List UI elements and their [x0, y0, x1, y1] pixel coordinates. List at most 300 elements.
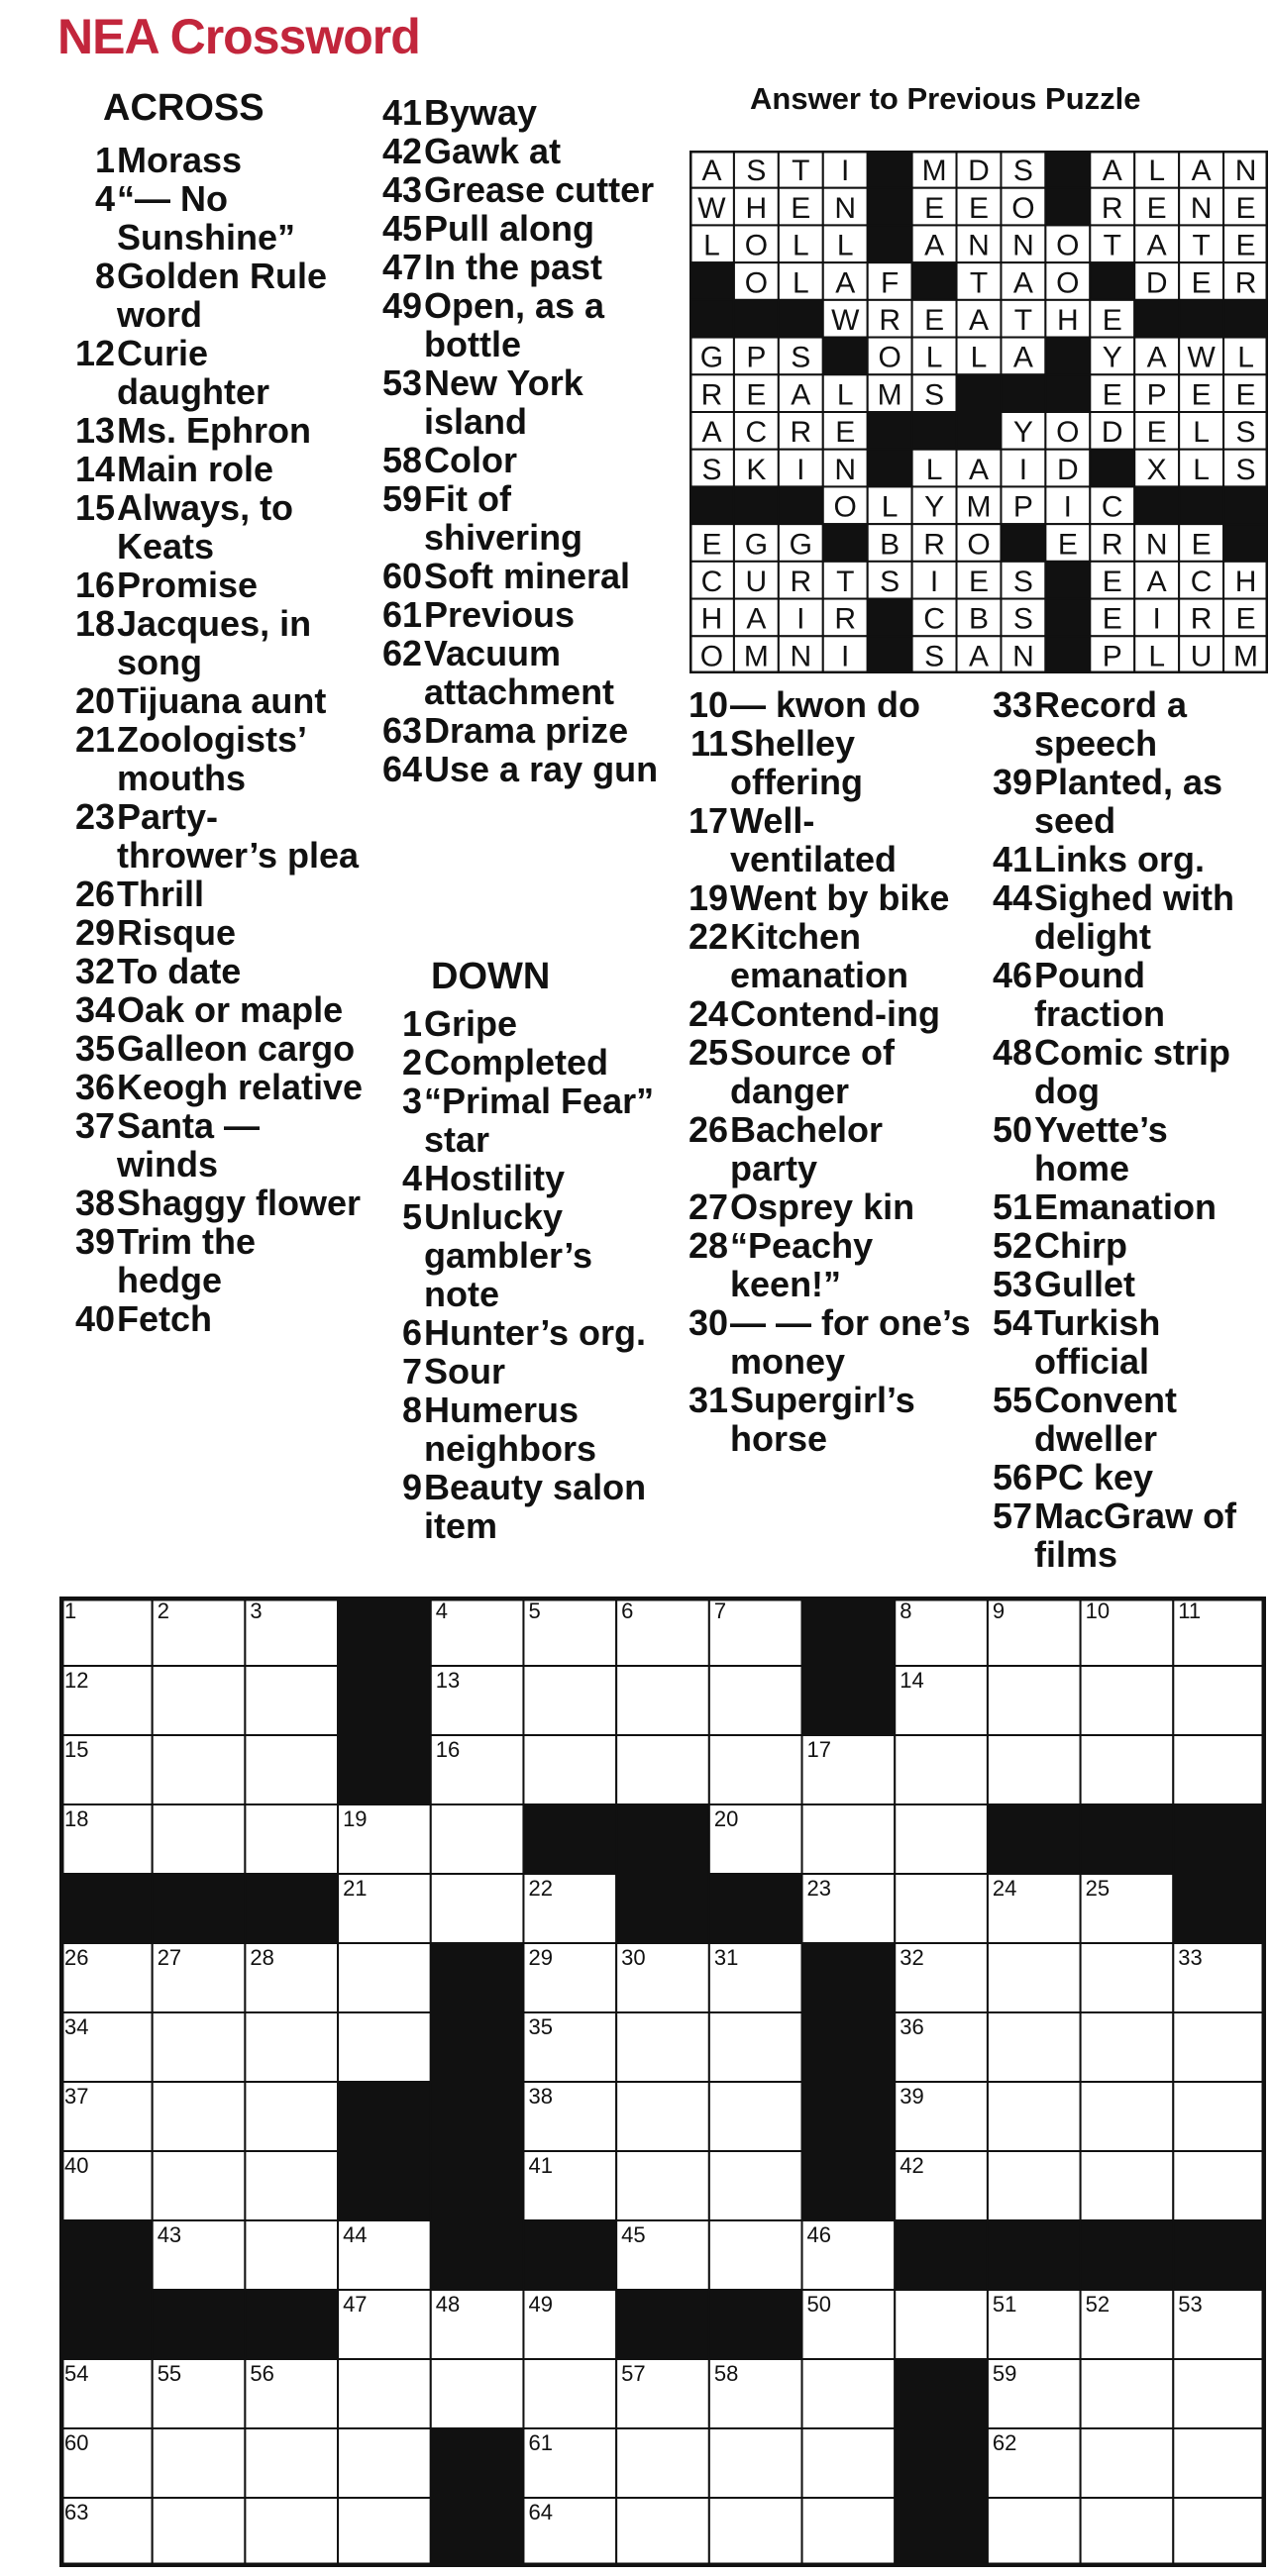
- cell-number: 28: [250, 1945, 274, 1970]
- grid-cell[interactable]: [988, 1735, 1081, 1804]
- answer-letter: B: [880, 528, 900, 562]
- grid-cell[interactable]: [338, 1943, 431, 2012]
- clue-number: 57: [992, 1495, 1032, 1536]
- clue-text: — kwon do: [730, 684, 920, 725]
- clue: [59, 797, 367, 875]
- black-square: [1001, 374, 1045, 412]
- clue-text: Gullet: [1034, 1264, 1136, 1304]
- answer-letter: S: [701, 453, 722, 486]
- grid-cell[interactable]: [616, 2428, 709, 2498]
- clue-text: PC key: [1034, 1457, 1154, 1497]
- cell-number: 46: [806, 2222, 832, 2247]
- clue-number: 21: [74, 719, 115, 760]
- answer-letter: E: [1102, 304, 1122, 338]
- grid-cell[interactable]: [245, 2428, 338, 2498]
- answer-letter: O: [1056, 416, 1080, 450]
- grid-cell[interactable]: [1173, 2012, 1266, 2082]
- clue-text: Thrill: [117, 874, 204, 914]
- black-square: [431, 2498, 524, 2567]
- grid-cell[interactable]: [245, 1666, 338, 1735]
- clue-text: Supergirl’s horse: [730, 1380, 915, 1459]
- clue: [371, 1004, 668, 1043]
- cell-number: 33: [1178, 1945, 1203, 1970]
- black-square: [1045, 599, 1090, 637]
- clue: [371, 1391, 668, 1468]
- answer-letter: E: [1235, 378, 1256, 412]
- answer-letter: E: [1102, 378, 1122, 412]
- clue-text: Vacuum attachment: [424, 633, 615, 712]
- answer-letter: U: [1190, 640, 1213, 673]
- answer-letter: W: [697, 191, 726, 225]
- answer-letter: Y: [1012, 416, 1033, 450]
- clue-number: 32: [74, 951, 115, 991]
- black-square: [616, 1874, 709, 1943]
- answer-letter: K: [746, 453, 767, 486]
- cell-number: 63: [64, 2500, 89, 2524]
- grid-cell[interactable]: [523, 1735, 616, 1804]
- clue-number: 14: [74, 449, 115, 489]
- grid-cell[interactable]: [153, 2498, 246, 2567]
- clue: [59, 179, 367, 257]
- clue-text: Use a ray gun: [424, 749, 659, 789]
- answer-letter: X: [1146, 453, 1167, 486]
- answer-letter: S: [880, 566, 900, 599]
- clue: [677, 724, 974, 801]
- answer-letter: N: [834, 453, 857, 486]
- answer-letter: L: [1148, 155, 1166, 188]
- cell-number: 14: [900, 1668, 924, 1693]
- crossword-grid: [59, 1597, 1266, 2567]
- grid-cell[interactable]: [709, 2151, 802, 2220]
- answer-letter: R: [1234, 266, 1257, 300]
- black-square: [802, 1597, 896, 1666]
- answer-letter: N: [1145, 528, 1168, 562]
- grid-cell[interactable]: [1081, 2428, 1174, 2498]
- cell-number: 21: [343, 1876, 368, 1901]
- answer-letter: S: [1012, 155, 1033, 188]
- answer-letter: M: [743, 640, 769, 673]
- puzzle-title: NEA Crossword: [57, 9, 420, 64]
- clue-number: 53: [992, 1264, 1032, 1304]
- cell-number: 26: [64, 1945, 89, 1970]
- grid-cell[interactable]: [709, 2012, 802, 2082]
- clue-text: Jacques, in song: [117, 603, 312, 682]
- answer-letter: L: [1148, 640, 1166, 673]
- answer-letter: T: [1103, 229, 1121, 262]
- clue-number: 6: [401, 1312, 422, 1353]
- grid-cell[interactable]: [153, 2012, 246, 2082]
- grid-cell[interactable]: [895, 1874, 988, 1943]
- black-square: [523, 1804, 616, 1874]
- grid-cell[interactable]: [1081, 2082, 1174, 2151]
- clue-number: 16: [74, 565, 115, 605]
- clue-number: 46: [992, 955, 1032, 995]
- answer-letter: E: [1191, 528, 1212, 562]
- answer-letter: E: [968, 566, 990, 599]
- cell-number: 19: [343, 1806, 368, 1831]
- clue-text: Open, as a bottle: [424, 285, 605, 364]
- grid-cell[interactable]: [245, 2220, 338, 2290]
- cell-number: 32: [900, 1945, 924, 1970]
- grid-cell[interactable]: [1173, 1666, 1266, 1735]
- grid-cell[interactable]: [802, 2498, 896, 2567]
- clue: [59, 913, 367, 952]
- black-square: [1081, 1804, 1174, 1874]
- clue: [371, 557, 668, 595]
- answer-letter: R: [790, 416, 812, 450]
- grid-cell[interactable]: [709, 2498, 802, 2567]
- grid-cell[interactable]: [988, 2498, 1081, 2567]
- clue: [981, 763, 1268, 840]
- cell-number: 47: [343, 2292, 368, 2317]
- answer-letter: S: [1012, 566, 1033, 599]
- answer-letter: P: [1102, 640, 1122, 673]
- grid-cell[interactable]: [523, 1666, 616, 1735]
- grid-cell[interactable]: [988, 1943, 1081, 2012]
- answer-letter: H: [745, 191, 768, 225]
- clue-text: Trim the hedge: [117, 1221, 257, 1300]
- answer-letter: O: [967, 528, 991, 562]
- black-square: [1045, 562, 1090, 599]
- black-square: [431, 2012, 524, 2082]
- clue: [371, 595, 668, 634]
- cell-number: 17: [806, 1737, 832, 1762]
- answer-letter: N: [1012, 229, 1034, 262]
- clue: [371, 750, 668, 788]
- answer-letter: P: [1012, 490, 1033, 524]
- clue: [371, 1352, 668, 1391]
- cell-number: 40: [64, 2153, 89, 2178]
- clue-text: Links org.: [1034, 839, 1206, 879]
- grid-cell[interactable]: [709, 1666, 802, 1735]
- clue: [981, 1458, 1268, 1496]
- grid-cell[interactable]: [1173, 2151, 1266, 2220]
- grid-cell[interactable]: [338, 2359, 431, 2428]
- black-square: [338, 2082, 431, 2151]
- cell-number: 4: [435, 1598, 449, 1623]
- answer-letter: O: [744, 229, 769, 262]
- grid-cell[interactable]: [245, 2498, 338, 2567]
- answer-letter: E: [1235, 229, 1256, 262]
- clue: [59, 604, 367, 681]
- cell-number: 42: [900, 2153, 924, 2178]
- clue: [371, 1197, 668, 1313]
- cell-number: 16: [435, 1737, 461, 1762]
- answer-letter: D: [1145, 266, 1168, 300]
- grid-cell[interactable]: [245, 2151, 338, 2220]
- grid-cell[interactable]: [1173, 2359, 1266, 2428]
- answer-letter: E: [746, 378, 767, 412]
- black-square: [957, 374, 1002, 412]
- clue-number: 31: [688, 1380, 728, 1420]
- cell-number: 54: [64, 2361, 89, 2386]
- answer-letter: C: [1190, 566, 1213, 599]
- clue-number: 27: [688, 1186, 728, 1227]
- clue-number: 8: [94, 256, 115, 296]
- answer-letter: A: [1012, 341, 1033, 374]
- black-square: [709, 2290, 802, 2359]
- grid-cell[interactable]: [616, 2012, 709, 2082]
- grid-cell[interactable]: [153, 2151, 246, 2220]
- grid-cell[interactable]: [245, 1735, 338, 1804]
- grid-cell[interactable]: [1081, 2359, 1174, 2428]
- clue-number: 61: [381, 594, 422, 635]
- grid-cell[interactable]: [431, 1804, 524, 1874]
- answer-letter: D: [1057, 453, 1079, 486]
- grid-cell[interactable]: [895, 1735, 988, 1804]
- answer-letter: R: [790, 566, 812, 599]
- cell-number: 9: [992, 1598, 1006, 1623]
- grid-cell[interactable]: [616, 1735, 709, 1804]
- grid-cell[interactable]: [988, 2012, 1081, 2082]
- clue-number: 7: [401, 1351, 422, 1391]
- black-square: [153, 2290, 246, 2359]
- grid-cell[interactable]: [1173, 2428, 1266, 2498]
- cell-number: 51: [992, 2292, 1017, 2317]
- grid-cell[interactable]: [802, 1804, 896, 1874]
- clue-number: 23: [74, 796, 115, 837]
- clue-number: 26: [74, 874, 115, 914]
- cell-number: 64: [528, 2500, 553, 2524]
- clue-text: Santa — winds: [117, 1105, 261, 1185]
- grid-cell[interactable]: [1081, 2498, 1174, 2567]
- grid-cell[interactable]: [338, 2498, 431, 2567]
- grid-cell[interactable]: [245, 1804, 338, 1874]
- cell-number: 25: [1085, 1876, 1111, 1901]
- grid-cell[interactable]: [245, 2082, 338, 2151]
- clue-number: 25: [688, 1032, 728, 1073]
- answer-letter: A: [1146, 229, 1167, 262]
- clue: [371, 209, 668, 248]
- clue-text: Grease cutter: [424, 169, 655, 210]
- clue: [677, 1033, 974, 1110]
- grid-cell[interactable]: [802, 2428, 896, 2498]
- cell-number: 61: [528, 2430, 553, 2455]
- grid-cell[interactable]: [153, 2082, 246, 2151]
- grid-cell[interactable]: [1081, 1735, 1174, 1804]
- clue: [59, 720, 367, 797]
- black-square: [868, 412, 912, 450]
- grid-cell[interactable]: [988, 2082, 1081, 2151]
- cell-number: 31: [713, 1945, 739, 1970]
- clue-text: Promise: [117, 565, 259, 605]
- grid-cell[interactable]: [616, 1666, 709, 1735]
- clue-text: Sighed with delight: [1034, 877, 1234, 957]
- black-square: [431, 2428, 524, 2498]
- grid-cell[interactable]: [988, 1666, 1081, 1735]
- previous-puzzle-answer-grid: [689, 151, 1268, 673]
- black-square: [1179, 486, 1223, 524]
- clue: [677, 801, 974, 878]
- black-square: [1173, 1874, 1266, 1943]
- answer-letter: E: [1191, 378, 1212, 412]
- cell-number: 18: [64, 1806, 89, 1831]
- answer-letter: S: [924, 640, 945, 673]
- black-square: [868, 188, 912, 226]
- cell-number: 6: [621, 1598, 634, 1623]
- answer-letter: L: [836, 378, 854, 412]
- cell-number: 44: [343, 2222, 368, 2247]
- grid-cell[interactable]: [616, 2498, 709, 2567]
- grid-cell[interactable]: [709, 1735, 802, 1804]
- answer-letter: M: [877, 378, 902, 412]
- answer-letter: E: [924, 304, 945, 338]
- clue-number: 63: [381, 710, 422, 751]
- answer-letter: G: [699, 341, 724, 374]
- grid-cell[interactable]: [802, 2359, 896, 2428]
- clue-number: 8: [401, 1390, 422, 1430]
- answer-letter: R: [1190, 602, 1213, 636]
- grid-cell[interactable]: [153, 1804, 246, 1874]
- answer-letter: I: [1063, 490, 1073, 524]
- answer-letter: D: [1101, 416, 1123, 450]
- clue-column-5: [981, 685, 1268, 1574]
- clue-text: Party-thrower’s plea: [117, 796, 360, 876]
- grid-cell[interactable]: [1173, 1735, 1266, 1804]
- black-square: [1090, 262, 1134, 300]
- grid-cell[interactable]: [1173, 2082, 1266, 2151]
- grid-cell[interactable]: [523, 2359, 616, 2428]
- clue: [981, 1496, 1268, 1574]
- clue: [981, 1187, 1268, 1226]
- grid-cell[interactable]: [616, 2151, 709, 2220]
- clue-text: Emanation: [1034, 1186, 1218, 1227]
- black-square: [431, 2151, 524, 2220]
- grid-cell[interactable]: [616, 2082, 709, 2151]
- answer-letter: N: [834, 191, 857, 225]
- grid-cell[interactable]: [988, 2151, 1081, 2220]
- clue: [371, 286, 668, 363]
- cell-number: 7: [713, 1598, 727, 1623]
- answer-letter: I: [796, 453, 805, 486]
- cell-number: 52: [1085, 2292, 1111, 2317]
- clue: [677, 1226, 974, 1303]
- answer-letter: E: [1191, 266, 1212, 300]
- clue: [371, 132, 668, 170]
- black-square: [1134, 300, 1179, 338]
- clue: [59, 450, 367, 488]
- black-square: [245, 2290, 338, 2359]
- answer-letter: E: [1057, 528, 1078, 562]
- cell-number: 56: [250, 2361, 274, 2386]
- grid-cell[interactable]: [1081, 1666, 1174, 1735]
- clue: [59, 1299, 367, 1338]
- clue-text: “Primal Fear” star: [424, 1081, 655, 1160]
- black-square: [802, 2151, 896, 2220]
- answer-letter: R: [1101, 528, 1123, 562]
- clue-text: MacGraw of films: [1034, 1495, 1237, 1575]
- black-square: [1081, 2220, 1174, 2290]
- clue: [981, 1303, 1268, 1381]
- clue-text: Hunter’s org.: [424, 1312, 647, 1353]
- black-square: [431, 2220, 524, 2290]
- clue: [371, 441, 668, 479]
- clue: [981, 1110, 1268, 1187]
- grid-cell[interactable]: [709, 2082, 802, 2151]
- clue-number: 30: [688, 1302, 728, 1343]
- clue-number: 64: [381, 749, 422, 789]
- grid-cell[interactable]: [1081, 2151, 1174, 2220]
- clue: [371, 170, 668, 209]
- cell-number: 48: [435, 2292, 461, 2317]
- answer-letter: C: [1101, 490, 1123, 524]
- answer-letter: E: [1102, 602, 1122, 636]
- answer-letter: T: [836, 566, 855, 599]
- cell-number: 43: [157, 2222, 182, 2247]
- clue-number: 47: [381, 247, 422, 287]
- answer-letter: O: [1056, 229, 1080, 262]
- clue-text: Record a speech: [1034, 684, 1188, 764]
- clue-text: Pound fraction: [1034, 955, 1166, 1034]
- grid-cell[interactable]: [153, 1666, 246, 1735]
- answer-letter: T: [1013, 304, 1033, 338]
- grid-cell[interactable]: [709, 2220, 802, 2290]
- answer-letter: L: [925, 453, 943, 486]
- grid-cell[interactable]: [153, 1735, 246, 1804]
- grid-cell[interactable]: [153, 2428, 246, 2498]
- grid-cell[interactable]: [431, 2359, 524, 2428]
- cell-number: 49: [528, 2292, 553, 2317]
- clue: [59, 141, 367, 179]
- answer-letter: L: [703, 229, 720, 262]
- grid-cell[interactable]: [895, 2290, 988, 2359]
- clue-text: Yvette’s home: [1034, 1109, 1168, 1188]
- clue-text: Oak or maple: [117, 989, 344, 1030]
- clue-number: 26: [688, 1109, 728, 1150]
- answer-letter: S: [746, 155, 767, 188]
- answer-letter: L: [836, 229, 854, 262]
- grid-cell[interactable]: [1081, 1943, 1174, 2012]
- cell-number: 45: [621, 2222, 646, 2247]
- grid-cell[interactable]: [338, 2012, 431, 2082]
- clue-text: Comic strip dog: [1034, 1032, 1231, 1111]
- answer-letter: T: [1192, 229, 1211, 262]
- grid-cell[interactable]: [431, 1874, 524, 1943]
- black-square: [802, 2012, 896, 2082]
- black-square: [734, 486, 779, 524]
- cell-number: 3: [250, 1598, 263, 1623]
- black-square: [1173, 1804, 1266, 1874]
- answer-letter: A: [701, 416, 722, 450]
- black-square: [709, 1874, 802, 1943]
- clue-number: 54: [992, 1302, 1032, 1343]
- clue: [59, 488, 367, 566]
- cell-number: 13: [435, 1668, 461, 1693]
- answer-letter: R: [1101, 191, 1123, 225]
- clue-text: Gripe: [424, 1003, 518, 1044]
- grid-cell[interactable]: [895, 1804, 988, 1874]
- grid-cell[interactable]: [1081, 2012, 1174, 2082]
- grid-cell[interactable]: [709, 2428, 802, 2498]
- answer-letter: A: [968, 640, 990, 673]
- answer-letter: B: [968, 602, 990, 636]
- answer-letter: N: [1234, 155, 1257, 188]
- grid-cell[interactable]: [245, 2012, 338, 2082]
- clue: [371, 1082, 668, 1159]
- black-square: [1045, 636, 1090, 673]
- clue-number: 24: [688, 993, 728, 1034]
- across-heading: ACROSS: [103, 87, 265, 129]
- clue: [59, 875, 367, 913]
- cell-number: 22: [528, 1876, 553, 1901]
- clue-number: 29: [74, 912, 115, 953]
- grid-cell[interactable]: [338, 2428, 431, 2498]
- grid-cell[interactable]: [1173, 2498, 1266, 2567]
- black-square: [1045, 374, 1090, 412]
- answer-letter: O: [833, 490, 857, 524]
- clue-number: 4: [94, 178, 115, 219]
- answer-letter: R: [923, 528, 945, 562]
